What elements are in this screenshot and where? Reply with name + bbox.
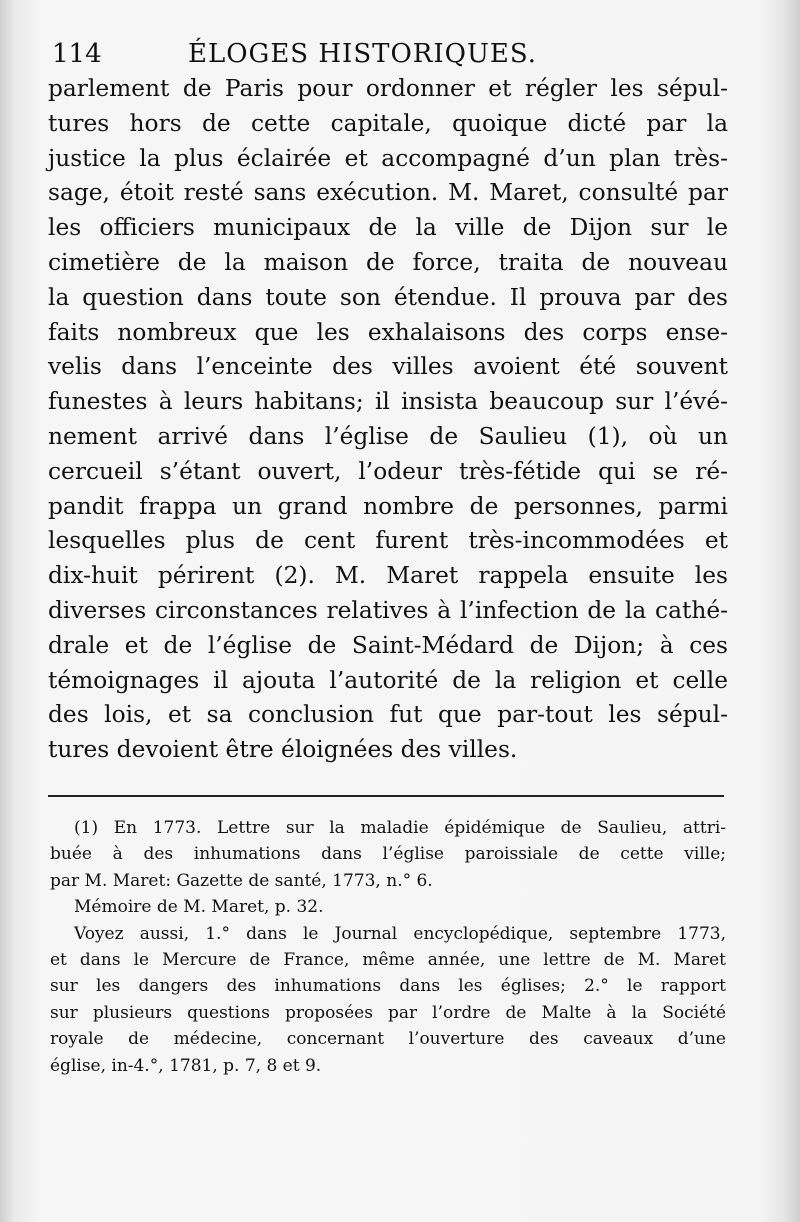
text-line: pandit frappa un grand nombre de personnes, parmi xyxy=(48,492,728,520)
text-line: funestes à leurs habitans; il insista beaucoup sur l’évé- xyxy=(48,388,728,416)
footnote-line: sur les dangers des inhumations dans les églises; 2.° le rapport xyxy=(50,976,726,997)
text-line: diverses circonstances relatives à l’infection de la cathé- xyxy=(48,596,728,624)
text-line: drale et de l’église de Saint-Médard de Dijon; à ces xyxy=(48,631,728,659)
footnote-line: sur plusieurs questions proposées par l’ordre de Malte à la Société xyxy=(50,1002,726,1023)
text-line: velis dans l’enceinte des villes avoient été souvent xyxy=(48,353,728,381)
footnote-line: buée à des inhumations dans l’église paroissiale de cette ville; xyxy=(50,844,726,865)
footnote-line: Voyez aussi, 1.° dans le Journal encyclopédique, septembre 1773, xyxy=(74,923,726,944)
footnote-line: royale de médecine, concernant l’ouverture des caveaux d’une xyxy=(50,1029,726,1050)
footnote-line: (1) En 1773. Lettre sur la maladie épidémique de Saulieu, attri- xyxy=(74,818,726,838)
running-header xyxy=(52,34,732,74)
footnote-line: église, in-4.°, 1781, p. 7, 8 et 9. xyxy=(50,1055,322,1076)
text-line: témoignages il ajouta l’autorité de la religion et celle xyxy=(48,666,728,694)
text-line: les officiers municipaux de la ville de Dijon sur le xyxy=(48,214,728,242)
text-line: cimetière de la maison de force, traita de nouveau xyxy=(48,248,728,276)
text-line: justice la plus éclairée et accompagné d’un plan très- xyxy=(48,144,728,172)
text-line: la question dans toute son étendue. Il prouva par des xyxy=(48,283,728,311)
text-line: parlement de Paris pour ordonner et régler les sépul- xyxy=(48,75,728,102)
text-line: sage, étoit resté sans exécution. M. Maret, consulté par xyxy=(48,179,728,207)
footnote-line: et dans le Mercure de France, même année, une lettre de M. Maret xyxy=(50,949,726,970)
text-line: lesquelles plus de cent furent très-incommodées et xyxy=(48,527,728,555)
text-line: tures devoient être éloignées des villes. xyxy=(48,736,518,764)
text-line: des lois, et sa conclusion fut que par-tout les sépul- xyxy=(48,701,728,729)
main-text xyxy=(48,72,728,768)
text-line: cercueil s’étant ouvert, l’odeur très-fétide qui se ré- xyxy=(48,457,728,485)
text-line: faits nombreux que les exhalaisons des corps ense- xyxy=(48,318,728,346)
text-line: nement arrivé dans l’église de Saulieu (1), où un xyxy=(48,422,728,450)
text-line: tures hors de cette capitale, quoique dicté par la xyxy=(48,109,728,137)
page-number: 114 xyxy=(52,39,102,69)
text-line: dix-huit périrent (2). M. Maret rappela ensuite les xyxy=(48,562,728,590)
footnotes xyxy=(50,815,726,1079)
footnote-line: par M. Maret: Gazette de santé, 1773, n.° 6. xyxy=(50,870,433,891)
footnote-divider xyxy=(48,795,724,797)
running-title: ÉLOGES HISTORIQUES. xyxy=(188,39,538,69)
footnote-line: Mémoire de M. Maret, p. 32. xyxy=(74,897,324,918)
